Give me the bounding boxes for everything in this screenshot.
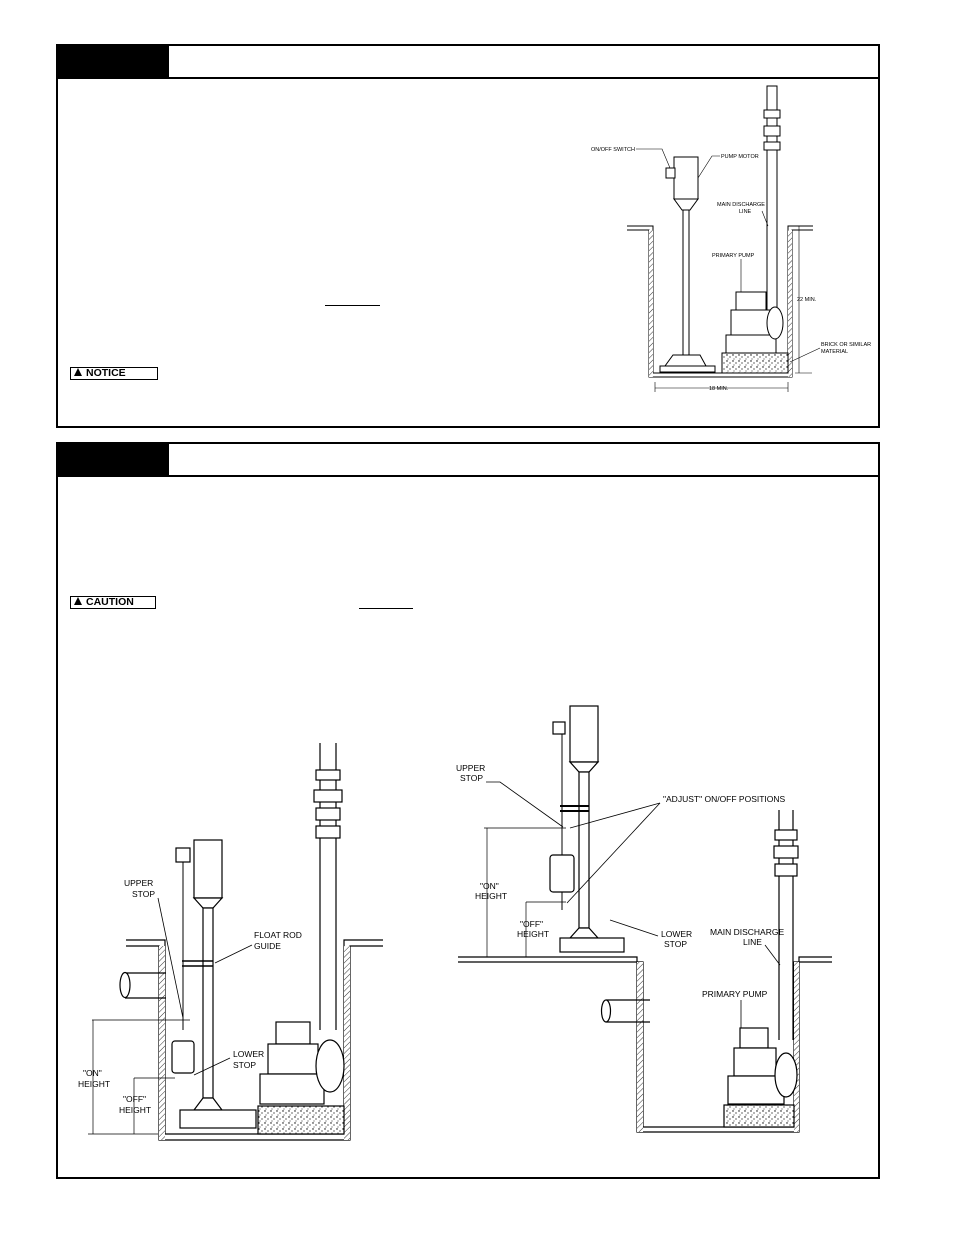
right-upper-stop-2: STOP (460, 773, 483, 783)
primary-pump-label: PRIMARY PUMP (712, 253, 755, 259)
pump-motor-label: PUMP MOTOR (721, 154, 759, 160)
top-figure (627, 86, 820, 392)
left-lower-stop-1: LOWER (233, 1049, 265, 1059)
left-on-height-1: "ON" (83, 1068, 102, 1078)
main-discharge-label-2: LINE (739, 209, 752, 215)
right-lower-stop-2: STOP (664, 939, 687, 949)
right-on-height-1: "ON" (480, 881, 499, 891)
left-figure (88, 743, 383, 1140)
left-float-rod-1: FLOAT ROD (254, 930, 302, 940)
left-float-rod-2: GUIDE (254, 941, 281, 951)
right-upper-stop-1: UPPER (456, 763, 486, 773)
right-figure (458, 706, 832, 1132)
min-height-label: 22 MIN. (797, 297, 817, 303)
right-main-discharge-1: MAIN DISCHARGE (710, 927, 785, 937)
left-lower-stop-2: STOP (233, 1060, 256, 1070)
right-adjust-label: "ADJUST" ON/OFF POSITIONS (663, 794, 786, 804)
brick-label-2: MATERIAL (821, 349, 849, 355)
left-off-height-2: HEIGHT (119, 1105, 152, 1115)
right-on-height-2: HEIGHT (475, 891, 508, 901)
right-off-height-1: "OFF" (520, 919, 544, 929)
right-primary-pump-label: PRIMARY PUMP (702, 989, 768, 999)
main-discharge-label-1: MAIN DISCHARGE (717, 202, 765, 208)
left-on-height-2: HEIGHT (78, 1079, 111, 1089)
right-lower-stop-1: LOWER (661, 929, 693, 939)
on-off-switch-label: ON/OFF SWITCH (591, 147, 635, 153)
min-width-label: 18 MIN. (709, 386, 729, 392)
right-main-discharge-2: LINE (743, 937, 762, 947)
right-figure-labels (456, 763, 786, 999)
left-upper-stop-1: UPPER (124, 878, 154, 888)
caution-label: CAUTION (86, 596, 134, 608)
right-off-height-2: HEIGHT (517, 929, 550, 939)
notice-label: NOTICE (86, 367, 126, 379)
brick-label-1: BRICK OR SIMILAR (821, 342, 872, 348)
left-upper-stop-2: STOP (132, 889, 155, 899)
left-off-height-1: "OFF" (123, 1094, 147, 1104)
